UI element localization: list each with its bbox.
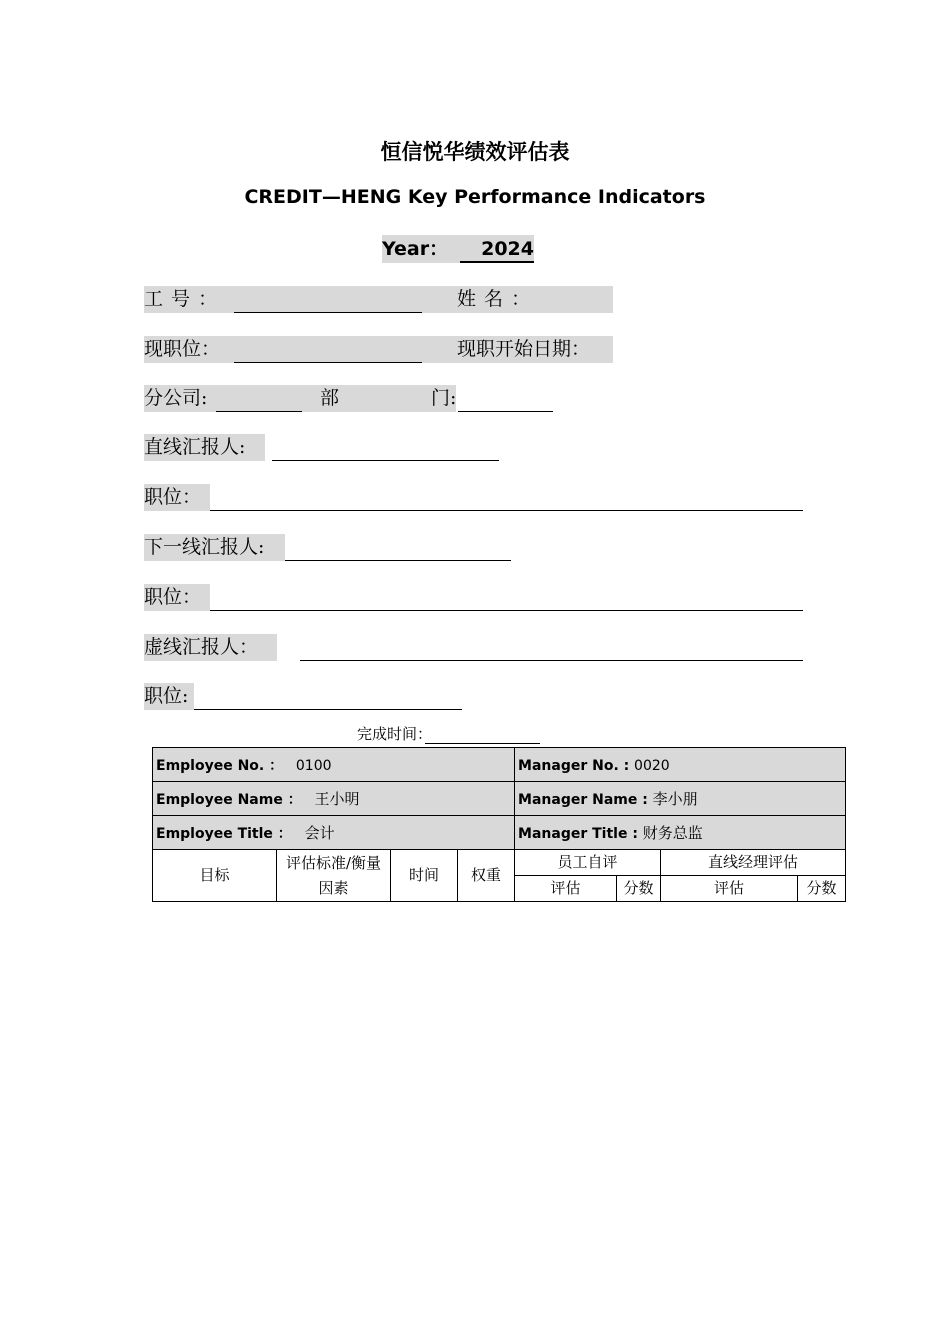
branch-blank[interactable] xyxy=(216,411,302,412)
current-position-label: 现职位： xyxy=(144,338,221,360)
completion-time-label: 完成时间： xyxy=(357,725,433,743)
position-start-row xyxy=(144,336,614,363)
sub-col-manager-eval: 评估 xyxy=(661,876,798,902)
year-label: Year： xyxy=(382,238,449,260)
employee-name-value[interactable]: 王小明 xyxy=(314,790,360,808)
year-field xyxy=(382,235,534,263)
completion-time xyxy=(357,724,432,744)
direct-report-label: 直线汇报人: xyxy=(144,436,246,458)
direct-title-blank[interactable] xyxy=(210,510,803,511)
direct-title-label: 职位： xyxy=(144,486,202,508)
dept-blank[interactable] xyxy=(458,411,553,412)
manager-title-key: Manager Title : xyxy=(518,826,638,842)
column-header-row xyxy=(153,850,846,876)
branch-label: 分公司: xyxy=(144,387,208,409)
employee-name-key: Employee Name ： xyxy=(156,792,302,808)
employee-title-value[interactable]: 会计 xyxy=(304,824,335,842)
direct-report-row xyxy=(144,434,504,461)
completion-time-blank[interactable] xyxy=(425,743,540,744)
dept-label-second: 门: xyxy=(431,387,457,409)
manager-name-value[interactable]: 李小朋 xyxy=(652,790,698,808)
sub-report-blank[interactable] xyxy=(285,560,511,561)
dotted-title-blank[interactable] xyxy=(194,709,462,710)
col-self-eval: 员工自评 xyxy=(515,850,661,876)
form-title-chinese: 恒信悦华绩效评估表 xyxy=(380,140,570,164)
sub-col-manager-score: 分数 xyxy=(798,876,846,902)
sub-title-label: 职位： xyxy=(144,586,202,608)
form-title-english: CREDIT—HENG Key Performance Indicators xyxy=(244,186,706,208)
branch-dept-row xyxy=(144,385,564,412)
manager-no-cell xyxy=(515,748,846,782)
name-label: 姓 名 ： xyxy=(457,288,532,310)
employee-title-key: Employee Title ： xyxy=(156,826,292,842)
start-date-label: 现职开始日期： xyxy=(457,338,591,360)
sub-report-label: 下一线汇报人: xyxy=(144,536,265,558)
manager-no-value[interactable]: 0020 xyxy=(634,757,670,774)
sub-title-blank[interactable] xyxy=(210,610,803,611)
employee-no-cell xyxy=(153,748,515,782)
dotted-title-row xyxy=(144,683,474,710)
dotted-report-label: 虚线汇报人： xyxy=(144,636,259,658)
employee-no-key: Employee No. ： xyxy=(156,757,284,774)
manager-title-value[interactable]: 财务总监 xyxy=(642,824,703,842)
direct-title-row xyxy=(144,484,804,511)
employee-name-row xyxy=(153,782,846,816)
dotted-title-label: 职位: xyxy=(144,685,189,707)
sub-report-row xyxy=(144,534,514,561)
manager-no-key: Manager No. : xyxy=(518,757,630,774)
employee-title-row xyxy=(153,816,846,850)
col-goal: 目标 xyxy=(153,850,277,902)
employee-id-name-row xyxy=(144,286,614,313)
employee-no-label: 工 号 ： xyxy=(144,288,219,310)
employee-no-row xyxy=(153,748,846,782)
employee-title-cell xyxy=(153,816,515,850)
sub-title-row xyxy=(144,584,804,611)
direct-report-blank[interactable] xyxy=(272,460,499,461)
col-manager-eval: 直线经理评估 xyxy=(661,850,846,876)
col-time: 时间 xyxy=(391,850,458,902)
sub-col-self-eval: 评估 xyxy=(515,876,617,902)
manager-title-cell xyxy=(515,816,846,850)
dotted-report-row xyxy=(144,634,804,661)
evaluation-table xyxy=(152,747,846,902)
manager-name-cell xyxy=(515,782,846,816)
employee-no-value[interactable]: 0100 xyxy=(295,757,332,774)
col-weight: 权重 xyxy=(458,850,515,902)
sub-col-self-score: 分数 xyxy=(617,876,661,902)
employee-no-blank[interactable] xyxy=(234,312,422,313)
dotted-report-blank[interactable] xyxy=(300,660,803,661)
col-criteria: 评估标准/衡量因素 xyxy=(277,850,391,902)
manager-name-key: Manager Name : xyxy=(518,792,648,808)
dept-label-first: 部 xyxy=(320,387,340,409)
year-value[interactable]: 2024 xyxy=(460,235,534,263)
current-position-blank[interactable] xyxy=(234,362,422,363)
employee-name-cell xyxy=(153,782,515,816)
